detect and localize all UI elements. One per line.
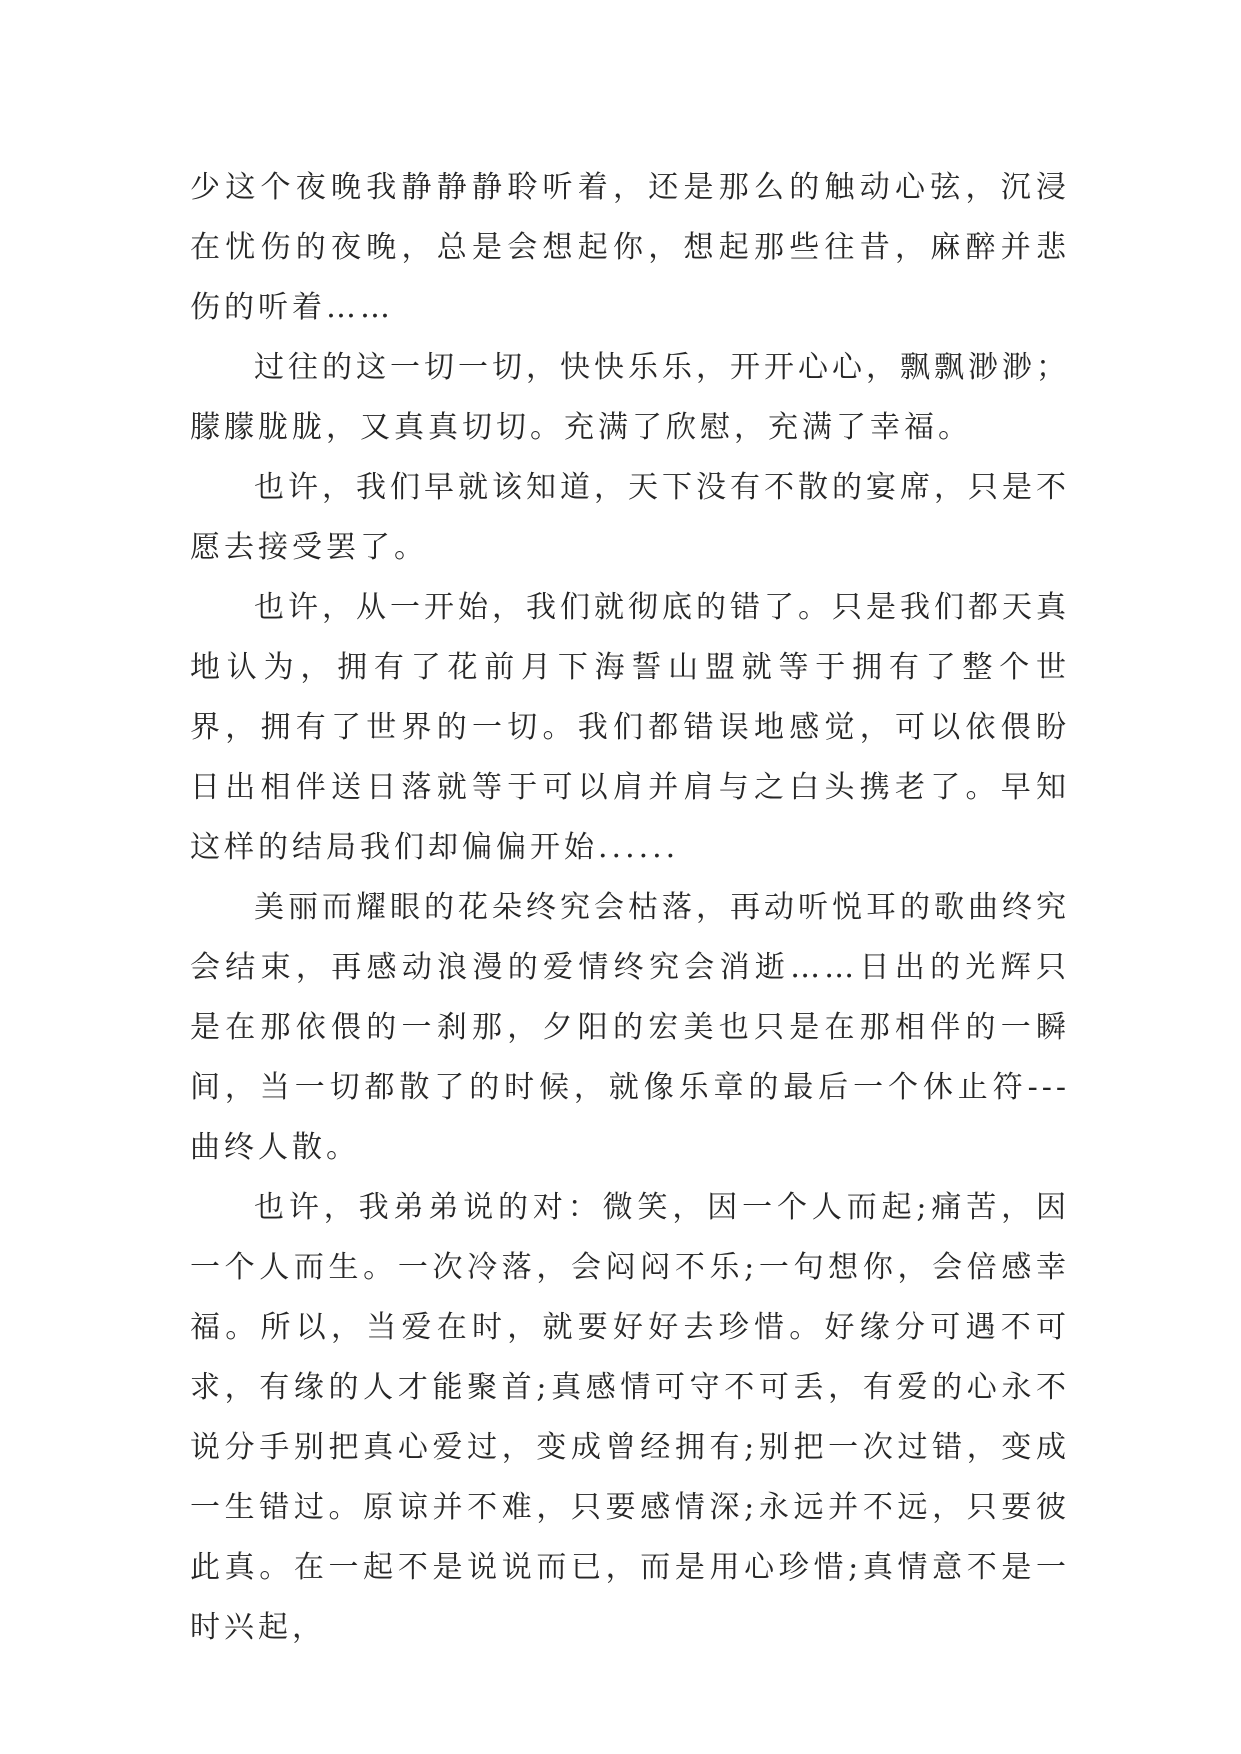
- paragraph-5: 美丽而耀眼的花朵终究会枯落，再动听悦耳的歌曲终究会结束，再感动浪漫的爱情终究会消逝……日出的光辉只是在那依偎的一刹那，夕阳的宏美也只是在那相伴的一瞬间，当一切都散了的时候，就像乐章的最后一个休止符---曲终人散。: [190, 890, 1070, 1165]
- document-body: [190, 158, 1070, 1658]
- paragraph-2: 过往的这一切一切，快快乐乐，开开心心，飘飘渺渺；朦朦胧胧，又真真切切。充满了欣慰，充满了幸福。: [190, 350, 1070, 445]
- paragraph-4: 也许，从一开始，我们就彻底的错了。只是我们都天真地认为，拥有了花前月下海誓山盟就等于拥有了整个世界，拥有了世界的一切。我们都错误地感觉，可以依偎盼日出相伴送日落就等于可以肩并肩与之白头携老了。早知这样的结局我们却偏偏开始......: [190, 590, 1070, 865]
- paragraph-3: 也许，我们早就该知道，天下没有不散的宴席，只是不愿去接受罢了。: [190, 470, 1070, 565]
- paragraph-6: 也许，我弟弟说的对：微笑，因一个人而起;痛苦，因一个人而生。一次冷落，会闷闷不乐;一句想你，会倍感幸福。所以，当爱在时，就要好好去珍惜。好缘分可遇不可求，有缘的人才能聚首;真感情可守不可丢，有爱的心永不说分手别把真心爱过，变成曾经拥有;别把一次过错，变成一生错过。原谅并不难，只要感情深;永远并不远，只要彼此真。在一起不是说说而已，而是用心珍惜;真情意不是一时兴起，: [190, 1190, 1070, 1645]
- paragraph-1: 少这个夜晚我静静静聆听着，还是那么的触动心弦，沉浸在忧伤的夜晚，总是会想起你，想起那些往昔，麻醉并悲伤的听着……: [190, 170, 1070, 325]
